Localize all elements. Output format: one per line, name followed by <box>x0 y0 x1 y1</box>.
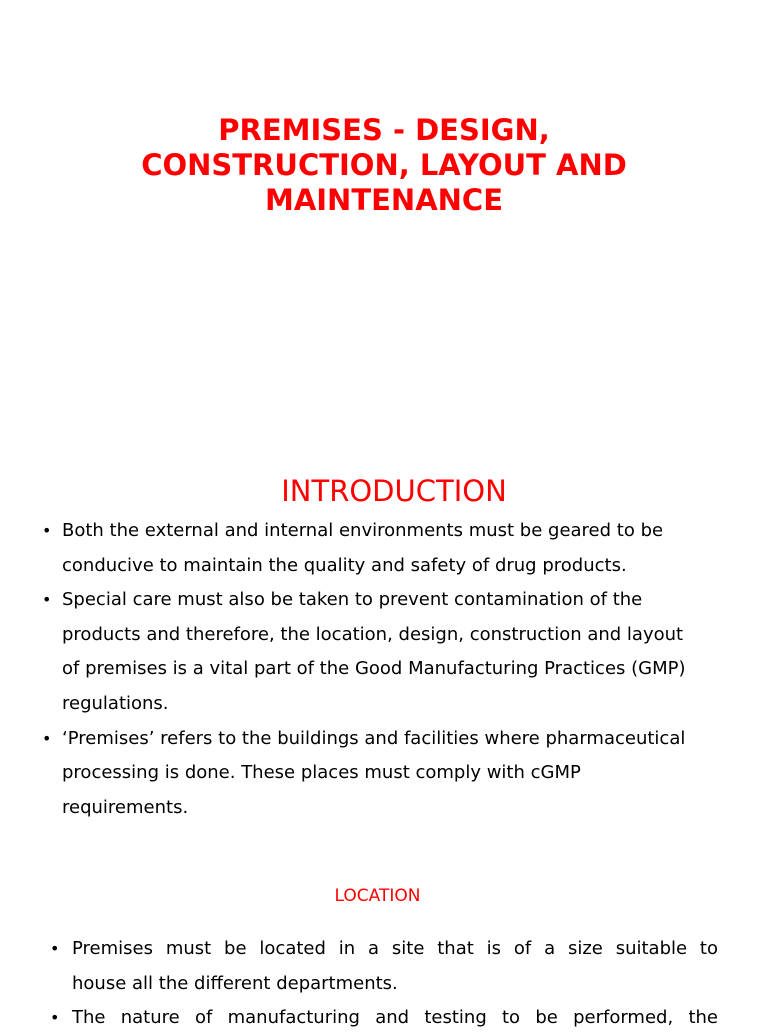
location-heading: LOCATION <box>334 886 421 906</box>
title-line-2: CONSTRUCTION, LAYOUT AND <box>141 148 627 182</box>
page-title <box>0 113 768 218</box>
title-line-1: PREMISES - DESIGN, <box>218 113 550 147</box>
list-item-line: of premises is a vital part of the Good Manufacturing Practices (GMP) <box>62 658 686 680</box>
list-item-line: products and therefore, the location, design, construction and layout <box>62 623 684 645</box>
list-item-line: requirements. <box>62 796 189 818</box>
location-list <box>48 932 718 1036</box>
list-item-line: regulations. <box>62 692 169 714</box>
bullet-icon: • <box>50 939 60 958</box>
bullet-icon: • <box>42 590 52 610</box>
list-item-line: Special care must also be taken to prevent contamination of the <box>62 589 643 611</box>
list-item-line: processing is done. These places must comply with cGMP <box>62 762 581 784</box>
introduction-list <box>40 514 740 825</box>
list-item-line: Premises must be located in a site that is of a size suitable to <box>72 938 718 959</box>
bullet-icon: • <box>50 1008 60 1028</box>
list-item <box>40 722 740 826</box>
list-item-line: conducive to maintain the quality and safety of drug products. <box>62 554 627 576</box>
list-item-line: Both the external and internal environments must be geared to be <box>62 520 664 541</box>
list-item <box>48 932 718 1001</box>
bullet-icon: • <box>42 728 52 748</box>
title-line-3: MAINTENANCE <box>264 183 504 217</box>
list-item <box>40 514 740 583</box>
list-item <box>40 583 740 721</box>
list-item-line: ‘Premises’ refers to the buildings and facilities where pharmaceutical <box>62 727 686 749</box>
list-item <box>48 1001 718 1036</box>
list-item-line: The nature of manufacturing and testing to be performed, the <box>72 1007 718 1029</box>
introduction-heading: INTRODUCTION <box>281 474 507 508</box>
list-item-line: house all the different departments. <box>72 972 398 994</box>
bullet-icon: • <box>42 521 52 540</box>
